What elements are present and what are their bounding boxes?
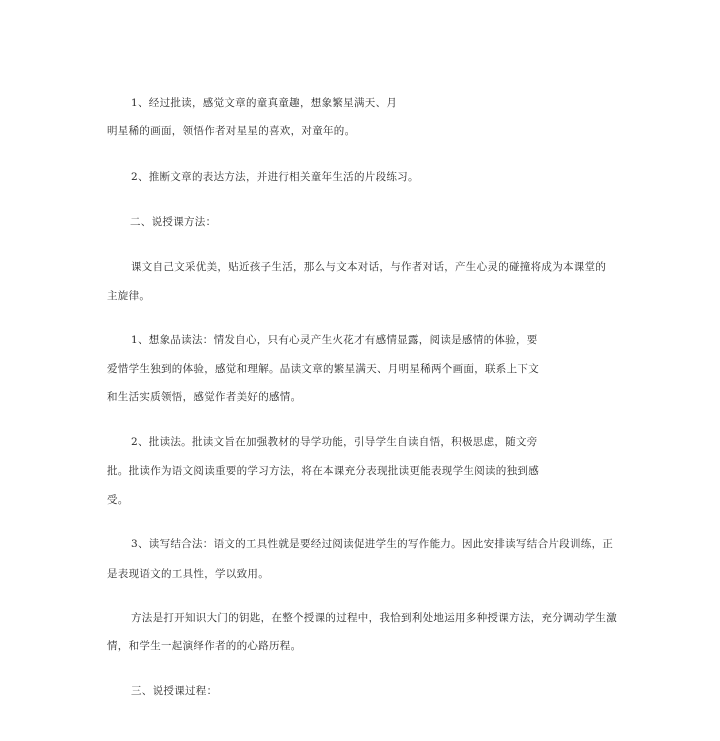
paragraph-line: 批。批读作为语文阅读重要的学习方法，将在本课充分表现批读更能表现学生阅读的独到感 [107, 465, 539, 477]
paragraph-line: 方法是打开知识大门的钥匙，在整个授课的过程中，我恰到利处地运用多种授课方法，充分调动学生激 [131, 612, 617, 624]
paragraph-line: 3、读写结合法：语文的工具性就是要经过阅读促进学生的写作能力。因此安排读写结合片段训练，正 [131, 538, 614, 550]
paragraph-line: 1、想象品读法：情发自心，只有心灵产生火花才有感情显露，阅读是感情的体验，要 [131, 334, 538, 346]
paragraph-line: 和生活实质领悟，感觉作者美好的感情。 [107, 391, 302, 403]
paragraph-line: 情，和学生一起演绎作者的的心路历程。 [107, 640, 302, 652]
paragraph-line: 2、批读法。批读文旨在加强教材的导学功能，引导学生自读自悟，积极思虑，随文旁 [131, 436, 538, 448]
paragraph-line: 明星稀的画面，领悟作者对星星的喜欢，对童年的。 [107, 125, 356, 137]
paragraph-line: 是表现语文的工具性，学以致用。 [107, 568, 269, 580]
paragraph-line: 1、经过批读，感觉文章的童真童趣，想象繁星满天、月 [131, 97, 398, 109]
paragraph-line: 2、推断文章的表达方法，并进行相关童年生活的片段练习。 [131, 171, 419, 183]
paragraph-line: 主旋律。 [107, 290, 151, 302]
paragraph-line: 课文自己文采优美，贴近孩子生活，那么与文本对话，与作者对话，产生心灵的碰撞将成为本课堂的 [131, 261, 607, 273]
paragraph-line: 爱惜学生独到的体验，感觉和理解。品读文章的繁星满天、月明星稀两个画面，联系上下文 [107, 363, 539, 375]
paragraph-line: 受。 [107, 494, 129, 506]
section-heading: 三、说授课过程： [131, 685, 218, 697]
section-heading: 二、说授课方法： [130, 216, 217, 228]
